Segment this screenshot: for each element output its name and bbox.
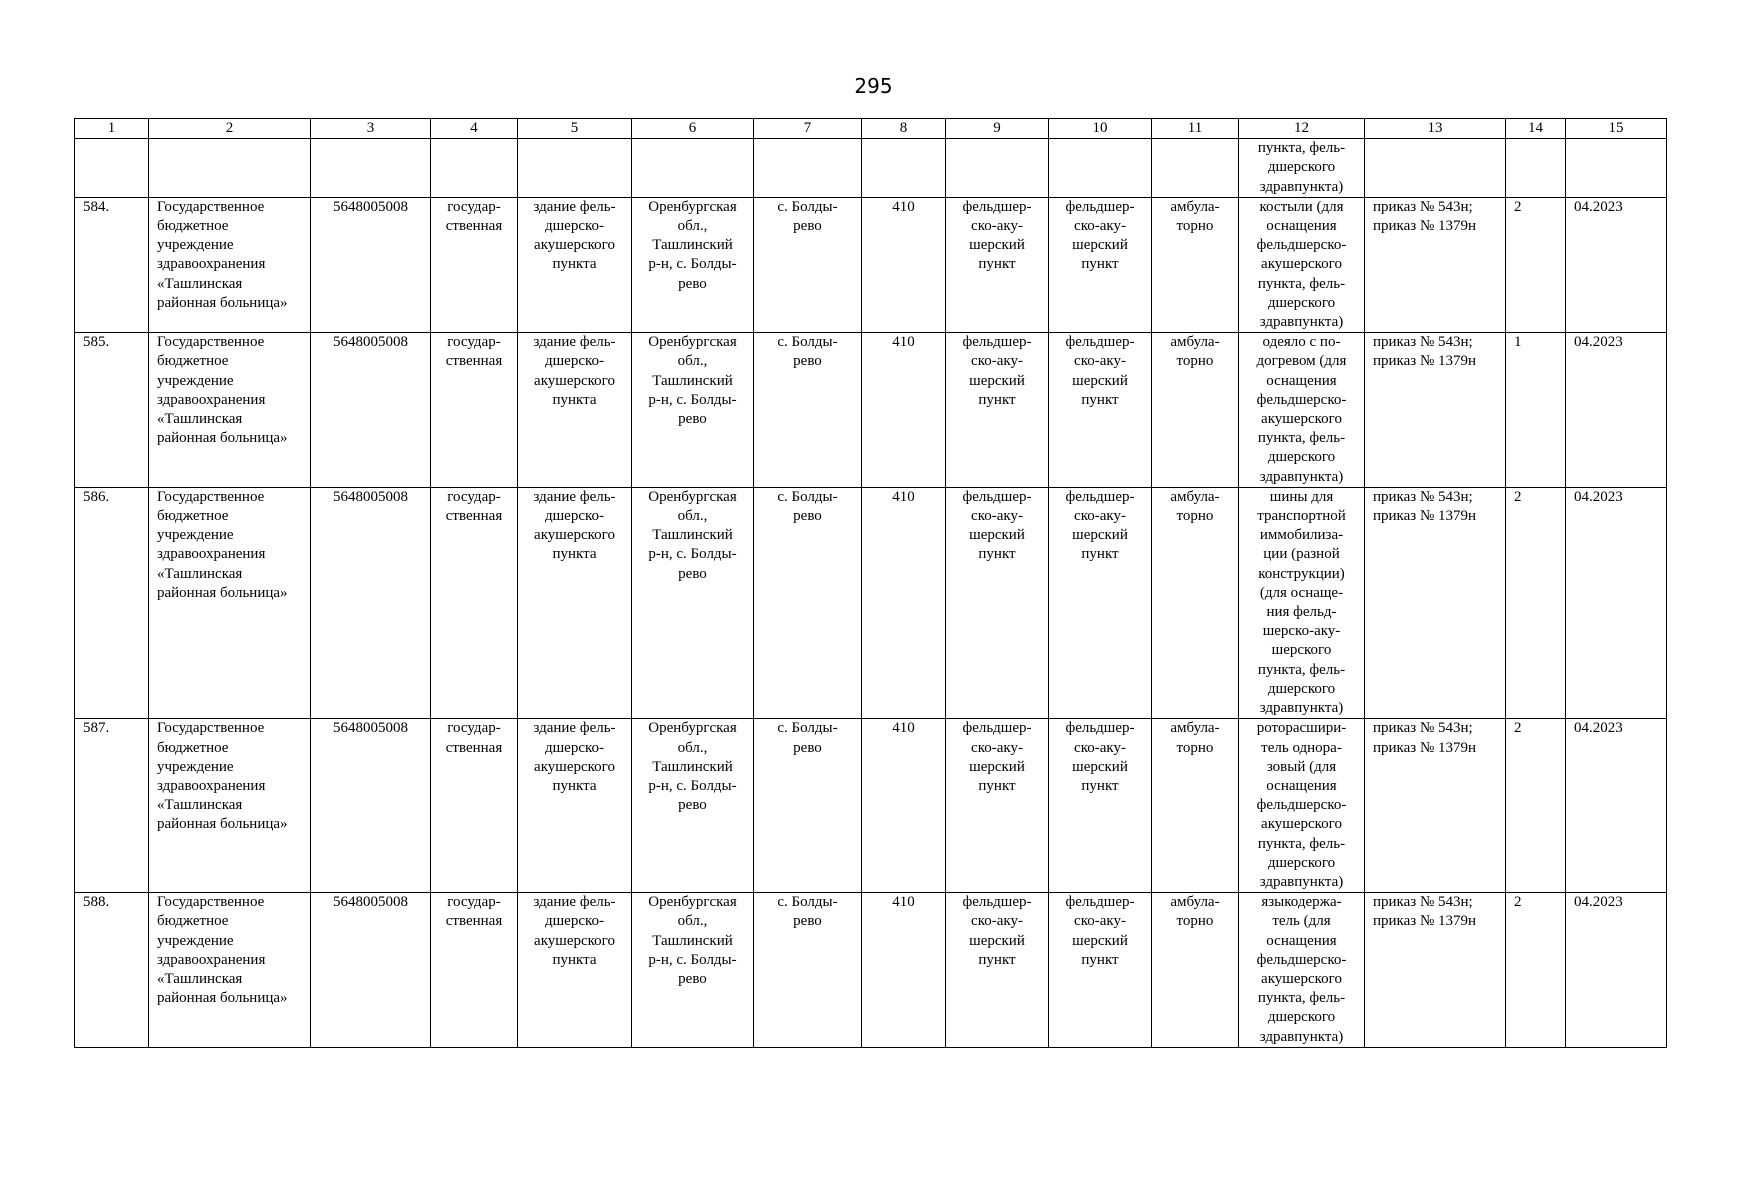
care-type-cell: амбула- торно [1152, 719, 1239, 893]
address-cell: Оренбургская обл., Ташлинский р-н, с. Болды- рево [632, 487, 754, 718]
table-row [75, 893, 1667, 1048]
care-type-cell: амбула- торно [1152, 893, 1239, 1048]
ownership-cell: государ- ственная [431, 719, 518, 893]
building-cell: здание фель- дшерско- акушерского пункта [518, 719, 632, 893]
page-number: 295 [854, 74, 893, 98]
continuation-row [75, 139, 1667, 198]
equipment-cell: роторасшири- тель однора- зовый (для оснащения фельдшерско- акушерского пункта, фель- дшерского здравпункта) [1239, 719, 1365, 893]
row-number: 585. [75, 333, 149, 488]
unit-cell: фельдшер- ско-аку- шерский пункт [1049, 719, 1152, 893]
table-row [75, 719, 1667, 893]
locality-cell: с. Болды- рево [754, 719, 862, 893]
equipment-cell: языкодержа- тель (для оснащения фельдшерско- акушерского пункта, фель- дшерского здравпункта) [1239, 893, 1365, 1048]
column-number: 12 [1239, 119, 1365, 139]
order-cell: приказ № 543н; приказ № 1379н [1365, 719, 1506, 893]
column-number: 13 [1365, 119, 1506, 139]
register-table [74, 118, 1667, 1048]
inn-cell: 5648005008 [311, 197, 431, 332]
division-cell: фельдшер- ско-аку- шерский пункт [946, 197, 1049, 332]
organization-cell: Государственное бюджетное учреждение здравоохранения «Ташлинская районная больница» [149, 333, 311, 488]
ownership-cell: государ- ственная [431, 487, 518, 718]
division-cell: фельдшер- ско-аку- шерский пункт [946, 487, 1049, 718]
equipment-cell: одеяло с по- догревом (для оснащения фельдшерско- акушерского пункта, фель- дшерского здравпункта) [1239, 333, 1365, 488]
organization-cell: Государственное бюджетное учреждение здравоохранения «Ташлинская районная больница» [149, 487, 311, 718]
date-cell: 04.2023 [1566, 333, 1667, 488]
unit-cell: фельдшер- ско-аку- шерский пункт [1049, 333, 1152, 488]
address-cell: Оренбургская обл., Ташлинский р-н, с. Болды- рево [632, 719, 754, 893]
division-cell: фельдшер- ско-аку- шерский пункт [946, 333, 1049, 488]
order-cell: приказ № 543н; приказ № 1379н [1365, 893, 1506, 1048]
quantity-cell: 2 [1506, 197, 1566, 332]
column-number: 2 [149, 119, 311, 139]
locality-cell: с. Болды- рево [754, 893, 862, 1048]
building-cell: здание фель- дшерско- акушерского пункта [518, 487, 632, 718]
inn-cell: 5648005008 [311, 893, 431, 1048]
quantity-cell: 2 [1506, 487, 1566, 718]
care-type-cell: амбула- торно [1152, 197, 1239, 332]
care-type-cell: амбула- торно [1152, 487, 1239, 718]
column-number: 10 [1049, 119, 1152, 139]
row-number: 586. [75, 487, 149, 718]
date-cell: 04.2023 [1566, 893, 1667, 1048]
ownership-cell: государ- ственная [431, 893, 518, 1048]
table-row [75, 333, 1667, 488]
column-number: 3 [311, 119, 431, 139]
code-cell: 410 [862, 487, 946, 718]
locality-cell: с. Болды- рево [754, 333, 862, 488]
column-number: 1 [75, 119, 149, 139]
column-number: 6 [632, 119, 754, 139]
column-number: 8 [862, 119, 946, 139]
address-cell: Оренбургская обл., Ташлинский р-н, с. Болды- рево [632, 197, 754, 332]
equipment-cell: костыли (для оснащения фельдшерско- акушерского пункта, фель- дшерского здравпункта) [1239, 197, 1365, 332]
inn-cell: 5648005008 [311, 487, 431, 718]
inn-cell: 5648005008 [311, 333, 431, 488]
column-number: 15 [1566, 119, 1667, 139]
unit-cell: фельдшер- ско-аку- шерский пункт [1049, 197, 1152, 332]
row-number: 587. [75, 719, 149, 893]
organization-cell: Государственное бюджетное учреждение здравоохранения «Ташлинская районная больница» [149, 719, 311, 893]
column-number: 14 [1506, 119, 1566, 139]
code-cell: 410 [862, 333, 946, 488]
unit-cell: фельдшер- ско-аку- шерский пункт [1049, 893, 1152, 1048]
order-cell: приказ № 543н; приказ № 1379н [1365, 333, 1506, 488]
locality-cell: с. Болды- рево [754, 197, 862, 332]
building-cell: здание фель- дшерско- акушерского пункта [518, 197, 632, 332]
address-cell: Оренбургская обл., Ташлинский р-н, с. Болды- рево [632, 333, 754, 488]
organization-cell: Государственное бюджетное учреждение здравоохранения «Ташлинская районная больница» [149, 197, 311, 332]
locality-cell: с. Болды- рево [754, 487, 862, 718]
code-cell: 410 [862, 719, 946, 893]
building-cell: здание фель- дшерско- акушерского пункта [518, 893, 632, 1048]
code-cell: 410 [862, 197, 946, 332]
ownership-cell: государ- ственная [431, 333, 518, 488]
date-cell: 04.2023 [1566, 197, 1667, 332]
care-type-cell: амбула- торно [1152, 333, 1239, 488]
division-cell: фельдшер- ско-аку- шерский пункт [946, 719, 1049, 893]
column-number: 5 [518, 119, 632, 139]
address-cell: Оренбургская обл., Ташлинский р-н, с. Болды- рево [632, 893, 754, 1048]
code-cell: 410 [862, 893, 946, 1048]
order-cell: приказ № 543н; приказ № 1379н [1365, 197, 1506, 332]
division-cell: фельдшер- ско-аку- шерский пункт [946, 893, 1049, 1048]
ownership-cell: государ- ственная [431, 197, 518, 332]
date-cell: 04.2023 [1566, 487, 1667, 718]
table-row [75, 197, 1667, 332]
column-number: 7 [754, 119, 862, 139]
column-number: 11 [1152, 119, 1239, 139]
row-number: 588. [75, 893, 149, 1048]
quantity-cell: 2 [1506, 893, 1566, 1048]
inn-cell: 5648005008 [311, 719, 431, 893]
date-cell: 04.2023 [1566, 719, 1667, 893]
column-number: 9 [946, 119, 1049, 139]
building-cell: здание фель- дшерско- акушерского пункта [518, 333, 632, 488]
quantity-cell: 1 [1506, 333, 1566, 488]
column-number: 4 [431, 119, 518, 139]
order-cell: приказ № 543н; приказ № 1379н [1365, 487, 1506, 718]
equipment-cell: пункта, фель- дшерского здравпункта) [1239, 139, 1365, 198]
column-number-row [75, 119, 1667, 139]
row-number: 584. [75, 197, 149, 332]
organization-cell: Государственное бюджетное учреждение здравоохранения «Ташлинская районная больница» [149, 893, 311, 1048]
equipment-cell: шины для транспортной иммобилиза- ции (разной конструкции) (для оснаще- ния фельд- шерско-аку- шерского пункта, фель- дшерского здравпункта) [1239, 487, 1365, 718]
table-row [75, 487, 1667, 718]
quantity-cell: 2 [1506, 719, 1566, 893]
unit-cell: фельдшер- ско-аку- шерский пункт [1049, 487, 1152, 718]
